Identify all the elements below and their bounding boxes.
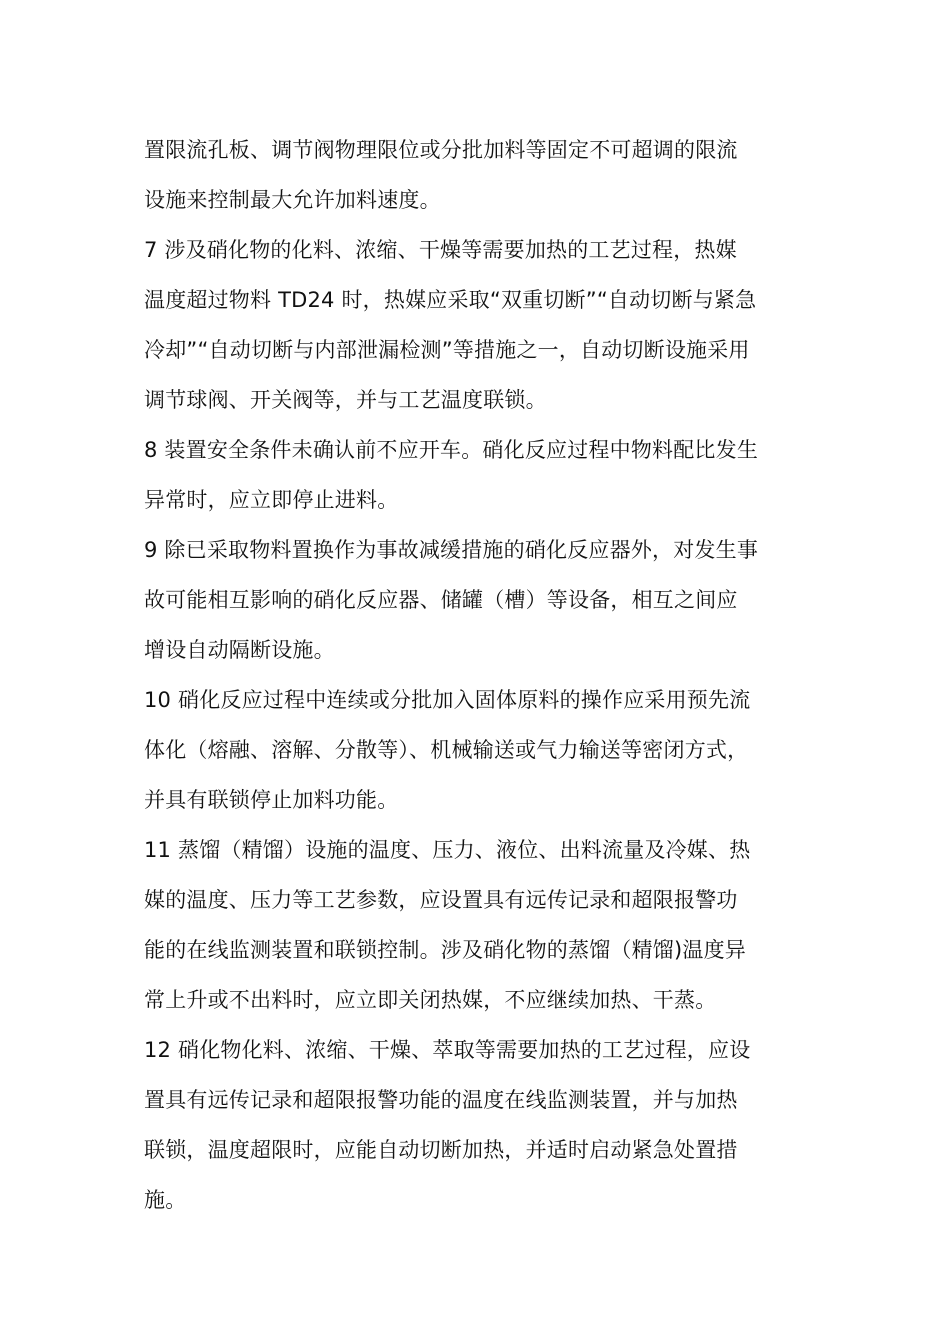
text-line: 联锁，温度超限时，应能自动切断加热，并适时启动紧急处置措 (144, 1138, 738, 1162)
text-line: 11 蒸馏（精馏）设施的温度、压力、液位、出料流量及冷媒、热 (144, 838, 751, 862)
text-line: 调节球阀、开关阀等，并与工艺温度联锁。 (144, 388, 547, 412)
text-line: 12 硝化物化料、浓缩、干燥、萃取等需要加热的工艺过程，应设 (144, 1038, 751, 1062)
text-line: 温度超过物料 TD24 时，热媒应采取“双重切断”“自动切断与紧急 (144, 288, 757, 312)
text-line: 9 除已采取物料置换作为事故减缓措施的硝化反应器外，对发生事 (144, 538, 759, 562)
text-line: 置具有远传记录和超限报警功能的温度在线监测装置，并与加热 (144, 1088, 738, 1112)
text-line: 10 硝化反应过程中连续或分批加入固体原料的操作应采用预先流 (144, 688, 751, 712)
text-line: 异常时，应立即停止进料。 (144, 488, 399, 512)
text-line: 增设自动隔断设施。 (144, 638, 335, 662)
text-line: 媒的温度、压力等工艺参数，应设置具有远传记录和超限报警功 (144, 888, 738, 912)
text-line: 置限流孔板、调节阀物理限位或分批加料等固定不可超调的限流 (144, 138, 738, 162)
text-line: 设施来控制最大允许加料速度。 (144, 188, 441, 212)
text-line: 故可能相互影响的硝化反应器、储罐（槽）等设备，相互之间应 (144, 588, 738, 612)
text-line: 体化（熔融、溶解、分散等）、机械输送或气力输送等密闭方式， (144, 738, 749, 762)
text-line: 能的在线监测装置和联锁控制。涉及硝化物的蒸馏（精馏)温度异 (144, 938, 746, 962)
text-line: 7 涉及硝化物的化料、浓缩、干燥等需要加热的工艺过程，热媒 (144, 238, 737, 262)
text-line: 8 装置安全条件未确认前不应开车。硝化反应过程中物料配比发生 (144, 438, 759, 462)
text-line: 冷却”“自动切断与内部泄漏检测”等措施之一，自动切断设施采用 (144, 338, 750, 362)
text-line: 并具有联锁停止加料功能。 (144, 788, 399, 812)
text-line: 施。 (144, 1188, 187, 1212)
text-line: 常上升或不出料时，应立即关闭热媒，不应继续加热、干蒸。 (144, 988, 717, 1012)
